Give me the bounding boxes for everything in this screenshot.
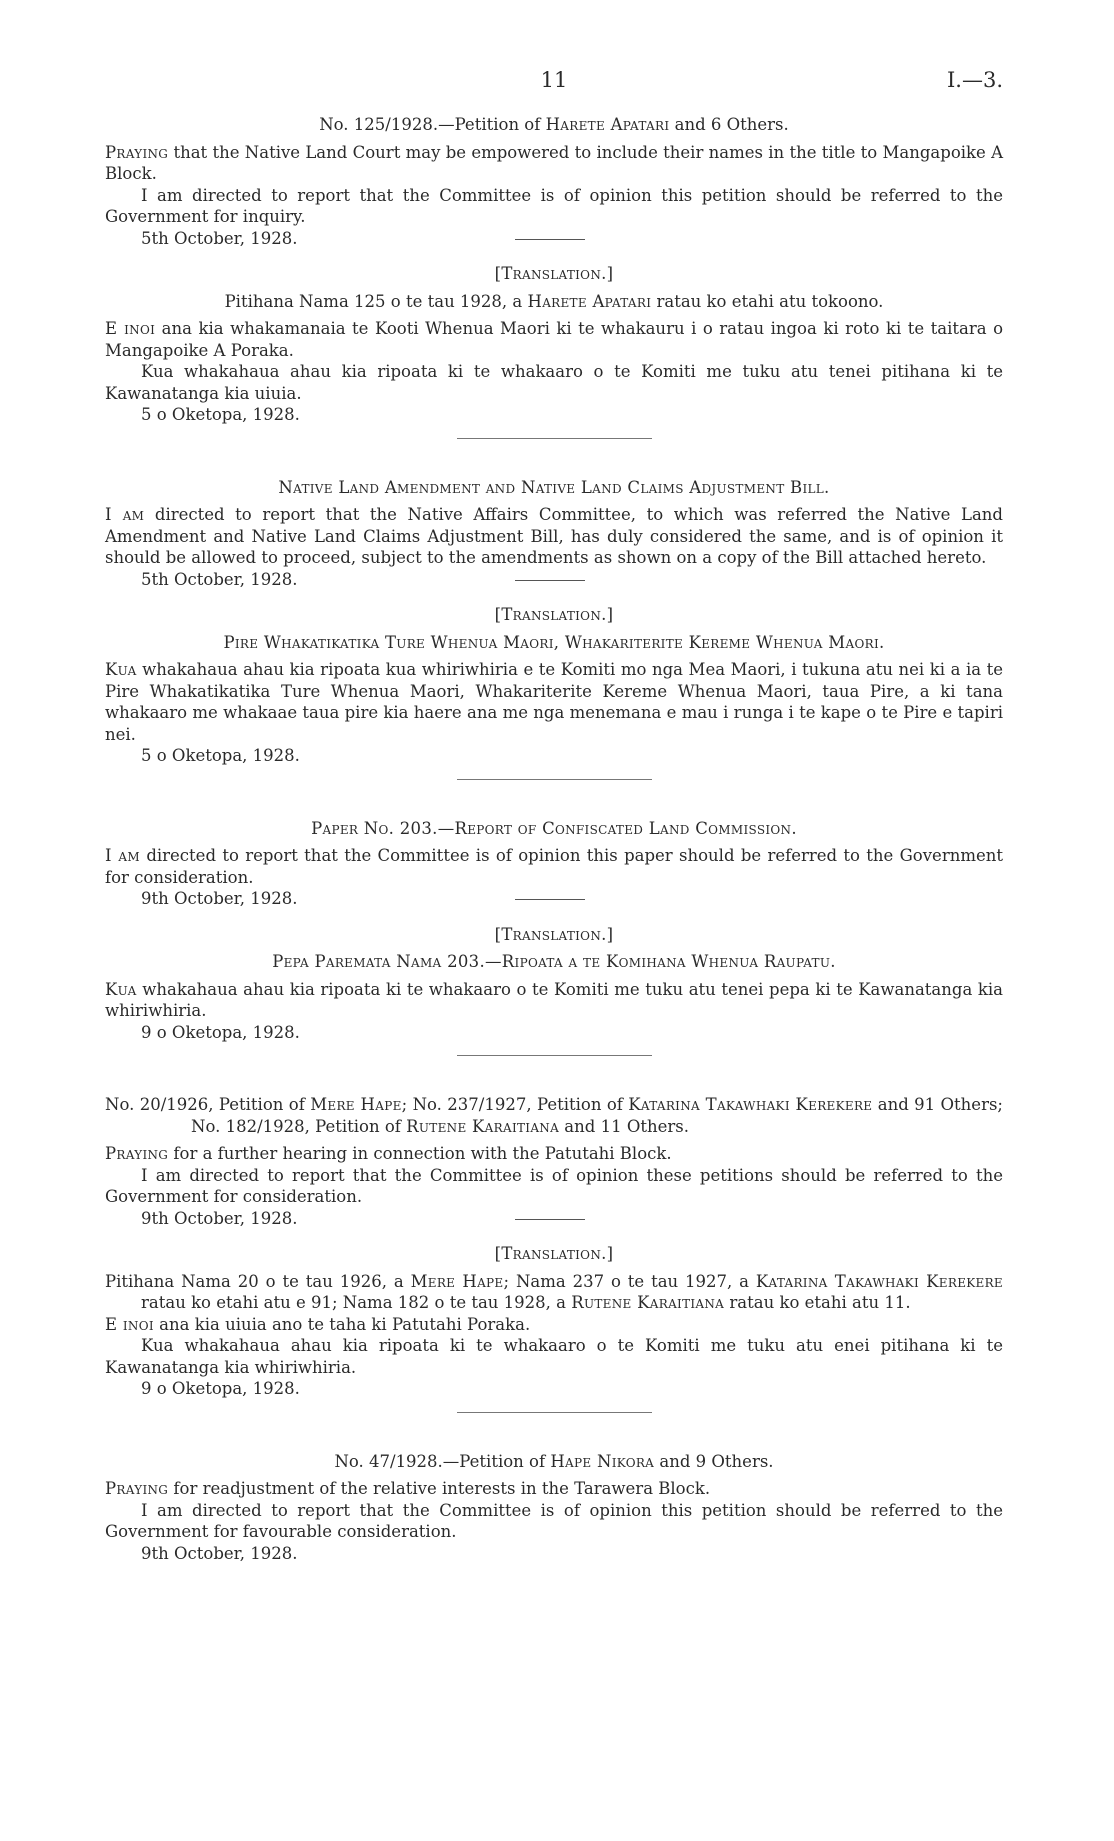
paper-203 <box>105 818 1003 1057</box>
petitioner-name: Harete Apatari <box>545 115 670 134</box>
report-date: 5th October, 1928. <box>141 569 298 589</box>
report-date: 9th October, 1928. <box>141 1543 298 1563</box>
short-divider <box>515 239 585 240</box>
petitions-patutahi <box>105 1094 1003 1413</box>
translation-label: [Translation.] <box>494 264 614 283</box>
report-paragraph: I am directed to report that the Committee is of opinion this petition should be referred to the Government for favourable consideration. <box>105 1500 1003 1541</box>
short-divider <box>515 1219 585 1220</box>
report-paragraph: I am directed to report that the Native Affairs Committee, to which was referred the Native Land Amendment and Native Land Claims Adjustment Bill, has duly considered the same, and is of opinion it should be allowed to proceed, subject to the amendments as shown on a copy of the Bill attached hereto. <box>105 505 1003 567</box>
translation-title: Pepa Paremata Nama 203.—Ripoata a te Komihana Whenua Raupatu. <box>272 952 836 971</box>
section-title: No. 47/1928.—Petition of Hape Nikora and 9 Others. <box>334 1451 774 1471</box>
report-date: 9th October, 1928. <box>141 889 298 908</box>
short-divider <box>515 899 585 900</box>
section-title: No. 20/1926, Petition of Mere Hape; No. 237/1927, Petition of Katarina Takawhaki Kerekere and 91 Others; No. 182/1928, Petition of Rutene Karaitiana and 11 Others. <box>105 1095 1003 1136</box>
translation-report: Kua whakahaua ahau kia ripoata ki te whakaaro o te Komiti me tuku atu tenei pepa ki te Kawanatanga kia whiriwhiria. <box>105 979 1003 1020</box>
translation-date: 9 o Oketopa, 1928. <box>141 1379 300 1398</box>
native-land-bill <box>105 477 1003 780</box>
report-date: 5th October, 1928. <box>141 228 298 248</box>
page-header <box>105 70 1003 114</box>
translation-label: [Translation.] <box>494 1244 614 1263</box>
petition-47-1928 <box>105 1451 1003 1565</box>
praying-paragraph: Praying for a further hearing in connection with the Patutahi Block. <box>105 1144 672 1163</box>
praying-paragraph: Praying for readjustment of the relative interests in the Tarawera Block. <box>105 1479 711 1498</box>
translation-praying: E inoi ana kia whakamanaia te Kooti Whenua Maori ki te whakauru i o ratau ingoa ki roto ki te taitara o Mangapoike A Poraka. <box>105 319 1003 360</box>
section-title: No. 125/1928.—Petition of Harete Apatari and 6 Others. <box>319 115 789 134</box>
translation-praying: E inoi ana kia uiuia ano te taha ki Patutahi Poraka. <box>105 1314 531 1334</box>
translation-report: Kua whakahaua ahau kia ripoata ki te whakaaro o te Komiti me tuku atu enei pitihana ki te Kawanatanga kia whiriwhiria. <box>105 1336 1003 1377</box>
translation-title: Pire Whakatikatika Ture Whenua Maori, Whakariterite Kereme Whenua Maori. <box>223 632 885 652</box>
translation-date: 5 o Oketopa, 1928. <box>141 405 300 424</box>
section-title: Paper No. 203.—Report of Confiscated Land Commission. <box>311 818 797 838</box>
section-title: Native Land Amendment and Native Land Claims Adjustment Bill. <box>278 477 830 497</box>
petition-125-1928 <box>105 114 1003 439</box>
translation-date: 5 o Oketopa, 1928. <box>141 746 300 765</box>
translation-label: [Translation.] <box>494 924 614 944</box>
translation-label: [Translation.] <box>494 605 614 624</box>
translation-report: Kua whakahaua ahau kia ripoata ki te whakaaro o te Komiti me tuku atu tenei pitihana ki te Kawanatanga kia uiuia. <box>105 362 1003 403</box>
translation-title: Pitihana Nama 20 o te tau 1926, a Mere Hape; Nama 237 o te tau 1927, a Katarina Takawhaki Kerekere ratau ko etahi atu e 91; Nama 182 o te tau 1928, a Rutene Karaitiana ratau ko etahi atu 11. <box>105 1271 1003 1312</box>
report-paragraph: I am directed to report that the Committee is of opinion this petition should be referred to the Government for inquiry. <box>105 185 1003 226</box>
report-paragraph: I am directed to report that the Committee is of opinion this paper should be referred to the Government for consideration. <box>105 846 1003 887</box>
translation-report: Kua whakahaua ahau kia ripoata kua whiriwhiria e te Komiti mo nga Mea Maori, i tukuna atu nei ki a ia te Pire Whakatikatika Ture Whenua Maori, Whakariterite Kereme Whenua Maori, taua Pire, a ki tana whakaaro me whakaae taua pire kia haere ana me nga menemana e mau i runga i te kape o te Pire e tapiri nei. <box>105 660 1003 744</box>
translation-date: 9 o Oketopa, 1928. <box>141 1022 300 1042</box>
report-paragraph: I am directed to report that the Committee is of opinion these petitions should be referred to the Government for consideration. <box>105 1165 1003 1206</box>
page-number: 11 <box>540 68 568 92</box>
report-date: 9th October, 1928. <box>141 1208 298 1228</box>
short-divider <box>515 580 585 581</box>
document-page <box>105 70 1003 1564</box>
praying-paragraph: Praying that the Native Land Court may be empowered to include their names in the title to Mangapoike A Block. <box>105 142 1003 183</box>
paper-reference: I.—3. <box>946 68 1003 92</box>
translation-title: Pitihana Nama 125 o te tau 1928, a Harete Apatari ratau ko etahi atu tokoono. <box>224 291 884 311</box>
